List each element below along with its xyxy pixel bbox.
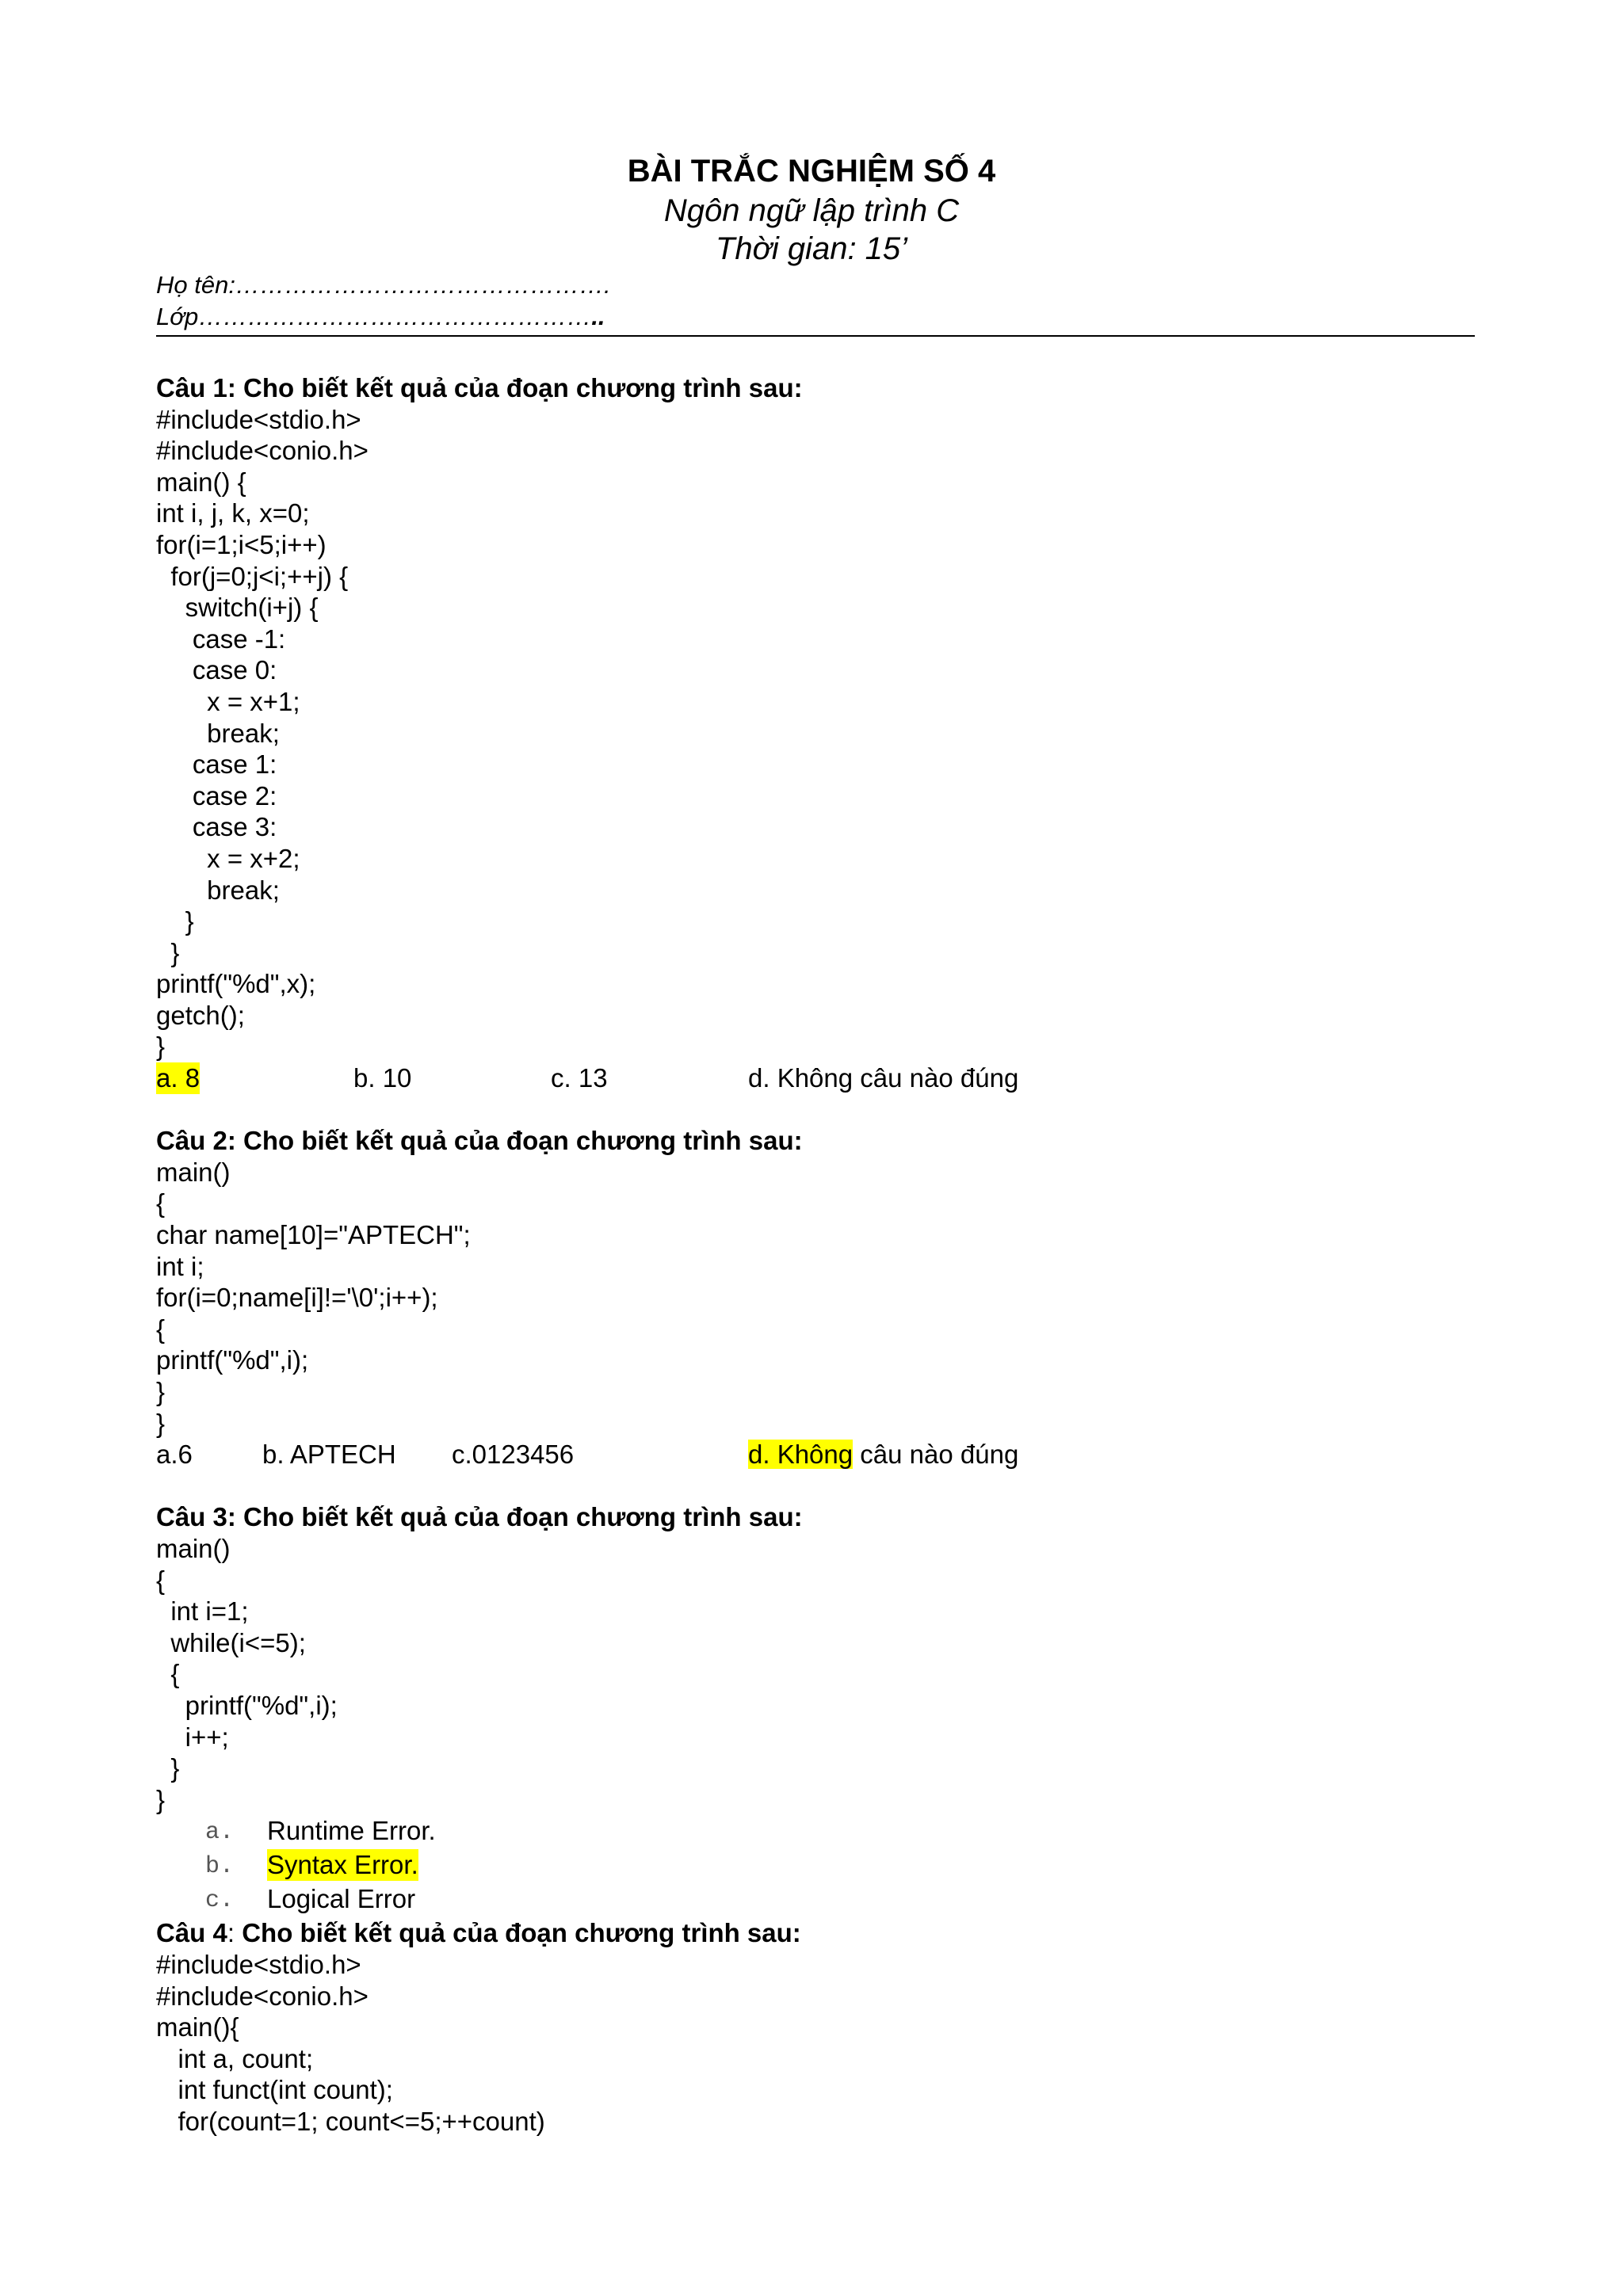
name-field: Họ tên:……………………………………….	[156, 271, 611, 299]
question-2-code	[156, 1157, 1464, 1439]
question-1-code	[156, 404, 1464, 1062]
question-2-title: Câu 2: Cho biết kết quả của đoạn chương trình sau:	[156, 1126, 803, 1156]
document-subtitle-language: Ngôn ngữ lập trình C	[663, 193, 960, 228]
option-text: Logical Error	[267, 1884, 416, 1914]
question-2-answers	[156, 1439, 1464, 1470]
code-line: int i, j, k, x=0;	[156, 498, 310, 528]
code-line: int i;	[156, 1251, 204, 1281]
code-line: int a, count;	[156, 2043, 314, 2073]
header-rule	[156, 335, 1475, 337]
code-line: x = x+1;	[156, 686, 300, 716]
document-title: BÀI TRẮC NGHIỆM SỐ 4	[627, 154, 996, 189]
code-line: for(i=0;name[i]!='\0';i++);	[156, 1283, 438, 1313]
code-line: break;	[156, 875, 280, 905]
question-1-answer-d: d. Không câu nào đúng	[748, 1063, 1019, 1093]
question-4-title	[156, 1917, 1464, 1949]
code-line: case 2:	[156, 780, 277, 810]
class-field	[156, 301, 605, 333]
code-line: main()	[156, 1157, 231, 1187]
question-3-code	[156, 1533, 1464, 1815]
code-line: printf("%d",i);	[156, 1690, 338, 1720]
class-field-dots: Lớp…………………………………………	[156, 303, 592, 330]
question-4-prompt: Cho biết kết quả của đoạn chương trình sau:	[242, 1918, 801, 1948]
code-line: #include<conio.h>	[156, 436, 369, 466]
code-line: main()	[156, 1533, 231, 1563]
code-line: case -1:	[156, 624, 286, 654]
code-line: x = x+2;	[156, 843, 300, 873]
code-line: {	[156, 1188, 166, 1219]
question-1-title: Câu 1: Cho biết kết quả của đoạn chương trình sau:	[156, 373, 803, 402]
code-line: for(count=1; count<=5;++count)	[156, 2106, 545, 2136]
code-line: }	[156, 1753, 180, 1783]
question-2-answer-b: b. APTECH	[262, 1440, 396, 1470]
code-line: #include<stdio.h>	[156, 404, 361, 434]
option-text: Syntax Error.	[267, 1850, 418, 1880]
document-subtitle-time: Thời gian: 15’	[715, 231, 908, 266]
question-3-option-b	[156, 1849, 1464, 1883]
code-line: }	[156, 1377, 166, 1406]
code-line: printf("%d",x);	[156, 969, 316, 999]
option-letter: b.	[205, 1853, 235, 1881]
code-line: }	[156, 1032, 166, 1062]
question-2-answer-a: a.6	[156, 1440, 193, 1470]
code-line: int i=1;	[156, 1596, 249, 1627]
question-2-answer-d-rest: câu nào đúng	[853, 1440, 1019, 1470]
question-3-option-c	[156, 1883, 1464, 1917]
question-4-separator: :	[227, 1918, 242, 1948]
code-line: }	[156, 906, 194, 936]
question-1-answer-b: b. 10	[353, 1063, 412, 1093]
question-2-answer-d	[748, 1439, 1018, 1470]
option-letter: c.	[205, 1887, 235, 1915]
question-1-answer-c: c. 13	[551, 1063, 608, 1093]
question-3-options	[156, 1815, 1464, 1917]
code-line: for(j=0;j<i;++j) {	[156, 561, 349, 591]
code-line: printf("%d",i);	[156, 1345, 309, 1375]
code-line: {	[156, 1565, 166, 1595]
code-line: main() {	[156, 467, 246, 497]
questions-body	[156, 372, 1464, 2137]
code-line: for(i=1;i<5;i++)	[156, 529, 327, 559]
code-line: char name[10]="APTECH";	[156, 1220, 471, 1250]
code-line: switch(i+j) {	[156, 593, 319, 623]
code-line: #include<stdio.h>	[156, 1949, 361, 1979]
code-line: #include<conio.h>	[156, 1981, 369, 2011]
question-4-number: Câu 4	[156, 1918, 227, 1948]
question-2-answer-c: c.0123456	[452, 1440, 575, 1470]
code-line: {	[156, 1659, 180, 1689]
code-line: }	[156, 937, 180, 967]
spacer	[156, 1470, 1464, 1502]
class-field-end: ..	[591, 303, 605, 330]
code-line: int funct(int count);	[156, 2075, 393, 2105]
option-text: Runtime Error.	[267, 1816, 436, 1846]
code-line: break;	[156, 718, 280, 748]
question-4-code	[156, 1949, 1464, 2138]
code-line: i++;	[156, 1722, 229, 1752]
question-1-answers	[156, 1062, 1464, 1094]
question-3-option-a	[156, 1815, 1464, 1849]
code-line: while(i<=5);	[156, 1627, 306, 1657]
code-line: case 3:	[156, 812, 277, 842]
code-line: }	[156, 1784, 166, 1814]
question-1-answer-a: a. 8	[156, 1063, 200, 1093]
code-line: case 1:	[156, 749, 277, 780]
spacer	[156, 1094, 1464, 1126]
question-3-title: Câu 3: Cho biết kết quả của đoạn chương trình sau:	[156, 1502, 803, 1532]
code-line: case 0:	[156, 655, 277, 685]
code-line: }	[156, 1408, 166, 1438]
option-letter: a.	[205, 1819, 235, 1847]
code-line: {	[156, 1314, 166, 1344]
code-line: main(){	[156, 2012, 239, 2042]
question-2-answer-d-highlight: d. Không	[748, 1440, 854, 1470]
code-line: getch();	[156, 1000, 245, 1030]
